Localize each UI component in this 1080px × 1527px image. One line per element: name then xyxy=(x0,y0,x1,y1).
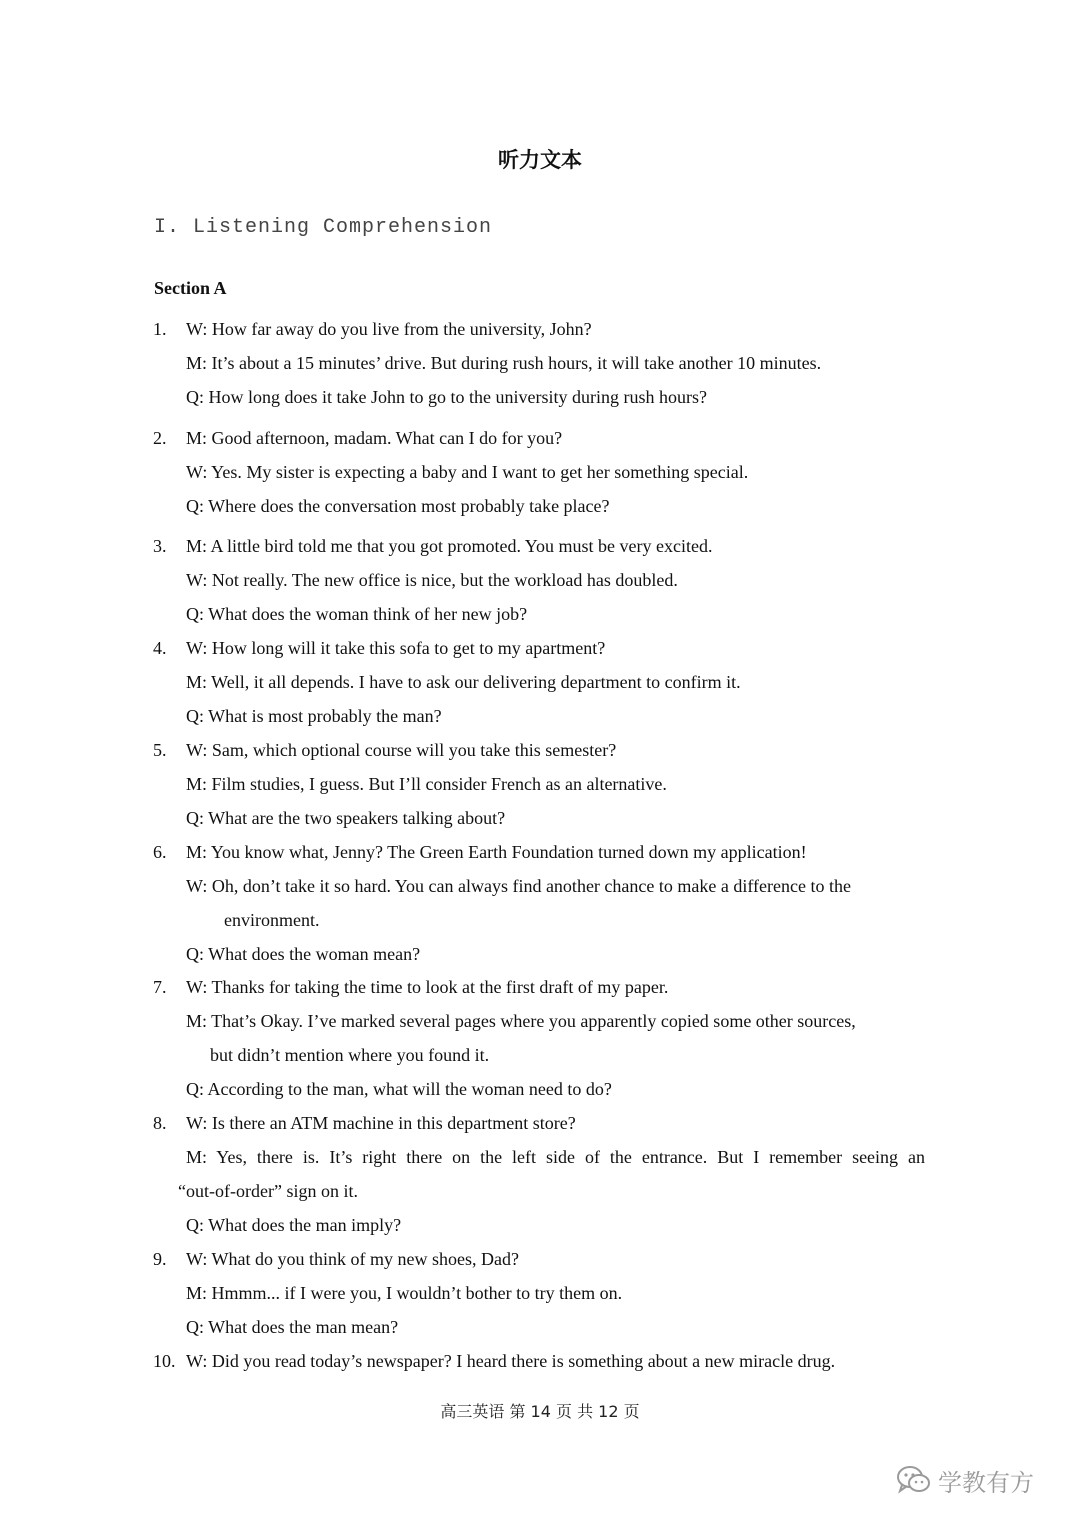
item-number: 7. xyxy=(153,977,167,997)
dialogue-line: M: Hmmm... if I were you, I wouldn’t bother to try them on. xyxy=(186,1283,623,1303)
watermark xyxy=(896,1462,1034,1498)
dialogue-line: M: Well, it all depends. I have to ask our delivering department to confirm it. xyxy=(186,672,741,692)
question-line: Q: What is most probably the man? xyxy=(186,706,442,726)
question-line: Q: What does the woman mean? xyxy=(186,944,421,964)
question-line: Q: How long does it take John to go to the university during rush hours? xyxy=(186,387,707,407)
page-footer: 高三英语 第 14 页 共 12 页 xyxy=(440,1402,640,1421)
dialogue-line: M: Film studies, I guess. But I’ll consider French as an alternative. xyxy=(186,774,667,794)
question-line: Q: Where does the conversation most probably take place? xyxy=(186,496,610,516)
item-number: 9. xyxy=(153,1249,167,1269)
dialogue-line-continued: but didn’t mention where you found it. xyxy=(210,1045,490,1065)
dialogue-line-continued: environment. xyxy=(224,910,320,930)
item-number: 4. xyxy=(153,638,167,658)
question-line: Q: What does the woman think of her new job? xyxy=(186,604,528,624)
dialogue-line: W: How far away do you live from the university, John? xyxy=(186,319,592,339)
item-number: 1. xyxy=(153,319,167,339)
dialogue-line: M: You know what, Jenny? The Green Earth Foundation turned down my application! xyxy=(186,842,807,862)
dialogue-line: W: What do you think of my new shoes, Dad? xyxy=(186,1249,519,1269)
item-number: 10. xyxy=(153,1351,176,1371)
dialogue-line-continued: “out-of-order” sign on it. xyxy=(178,1181,358,1201)
question-line: Q: According to the man, what will the woman need to do? xyxy=(186,1079,612,1099)
dialogue-line: W: Oh, don’t take it so hard. You can always find another chance to make a difference to the xyxy=(186,876,851,896)
dialogue-line: W: Did you read today’s newspaper? I heard there is something about a new miracle drug. xyxy=(186,1351,836,1371)
item-number: 3. xyxy=(153,536,167,556)
item-number: 2. xyxy=(153,428,167,448)
dialogue-line: W: Thanks for taking the time to look at the first draft of my paper. xyxy=(186,977,669,997)
item-number: 6. xyxy=(153,842,167,862)
dialogue-line: M: Yes, there is. It’s right there on the left side of the entrance. But I remember seeing an xyxy=(186,1147,925,1167)
watermark-text: 学教有方 xyxy=(938,1468,1034,1497)
item-number: 5. xyxy=(153,740,167,760)
section-heading: Section A xyxy=(154,278,227,298)
part-heading: I. Listening Comprehension xyxy=(154,216,493,239)
dialogue-line: W: Not really. The new office is nice, but the workload has doubled. xyxy=(186,570,678,590)
question-line: Q: What does the man imply? xyxy=(186,1215,402,1235)
dialogue-line: W: Is there an ATM machine in this department store? xyxy=(186,1113,576,1133)
question-line: Q: What are the two speakers talking about? xyxy=(186,808,506,828)
page-title: 听力文本 xyxy=(498,147,582,172)
dialogue-line: M: It’s about a 15 minutes’ drive. But during rush hours, it will take another 10 minutes. xyxy=(186,353,822,373)
question-line: Q: What does the man mean? xyxy=(186,1317,399,1337)
dialogue-line: M: Good afternoon, madam. What can I do for you? xyxy=(186,428,563,448)
dialogue-line: W: Yes. My sister is expecting a baby and I want to get her something special. xyxy=(186,462,749,482)
dialogue-line: W: Sam, which optional course will you take this semester? xyxy=(186,740,617,760)
item-number: 8. xyxy=(153,1113,167,1133)
dialogue-line: W: How long will it take this sofa to get to my apartment? xyxy=(186,638,606,658)
chat-bubble-icon xyxy=(896,1464,932,1496)
dialogue-line: M: A little bird told me that you got promoted. You must be very excited. xyxy=(186,536,713,556)
dialogue-line: M: That’s Okay. I’ve marked several pages where you apparently copied some other sources, xyxy=(186,1011,856,1031)
